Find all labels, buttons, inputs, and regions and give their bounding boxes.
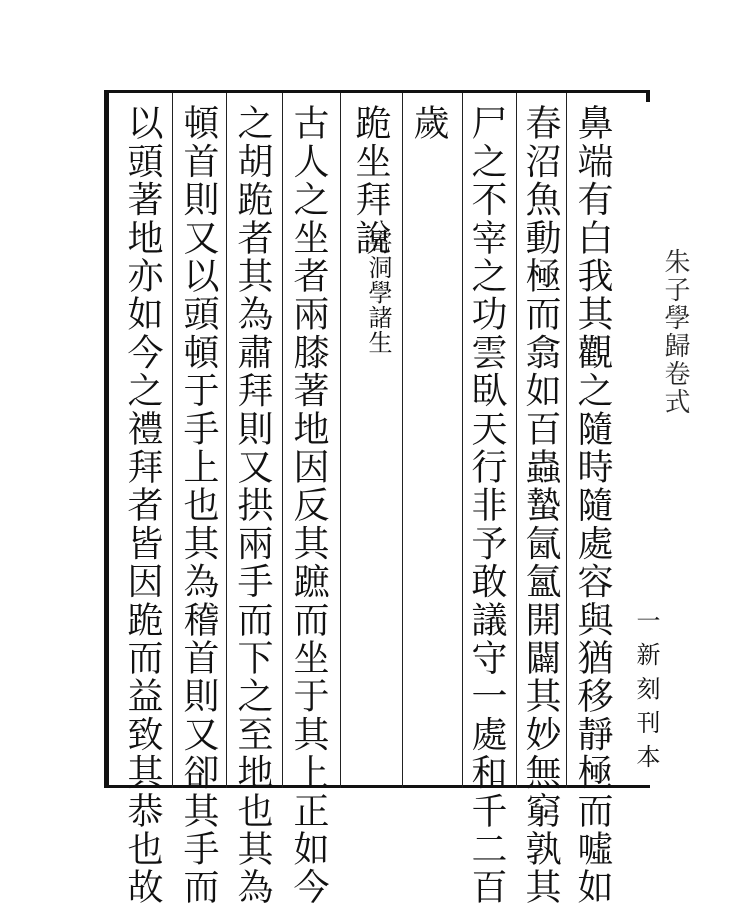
column-rule [172,93,173,788]
text-column: 頓首則又以頭頓于手上也其為稽首則又卻其手而 [178,104,219,906]
frame-corner [646,90,650,102]
column-rule [282,93,283,788]
text-column: 之胡跪者其為肅拜則又拱兩手而下之至地也其為 [232,104,273,906]
text-column: 歲 [408,104,449,143]
text-column: 春沼魚動極而翕如百蟲蟄氤氳開闢其妙無窮孰其 [520,104,561,906]
column-rule [566,93,567,788]
column-rule [462,93,463,788]
column-rule [340,93,341,788]
text-column: 古人之坐者兩膝著地因反其蹠而坐于其上正如今 [288,104,329,906]
section-subtitle: 寄洞學諸生 [364,230,392,355]
column-rule [226,93,227,788]
column-rule [516,93,517,788]
text-column: 以頭著地亦如今之禮拜者皆因跪而益致其恭也故 [122,104,163,906]
section-title: 跪坐拜說 [350,104,391,257]
text-column: 鼻端有白我其觀之隨時隨處容與猶移靜極而噓如 [572,104,613,906]
margin-edition: 一新刻刊本 [632,608,660,778]
text-column: 尸之不宰之功雲臥天行非予敢議守一處和千二百 [466,104,507,906]
column-rule [402,93,403,788]
margin-book-title: 朱子學歸卷式 [660,248,690,416]
